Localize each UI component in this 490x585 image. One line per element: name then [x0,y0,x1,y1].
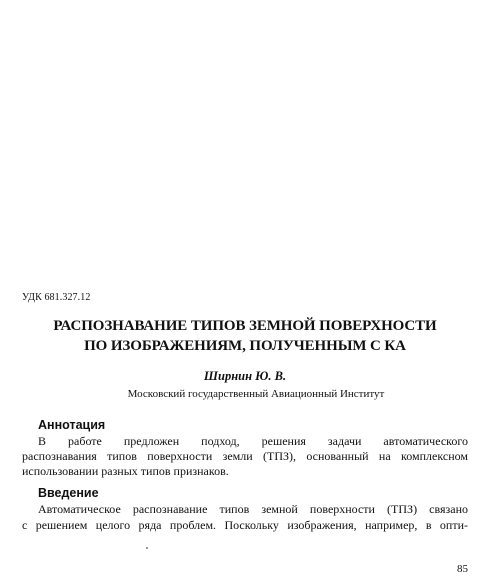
introduction-heading: Введение [38,486,99,500]
abstract-line-3: использовании разных типов признаков. [22,464,229,478]
udk-code: УДК 681.327.12 [22,292,91,303]
abstract-heading: Аннотация [38,418,106,432]
introduction-line-2: с решением целого ряда проблем. Поскольку изображения, например, в опти- [22,518,468,532]
paper-title-line-1: РАСПОЗНАВАНИЕ ТИПОВ ЗЕМНОЙ ПОВЕРХНОСТИ [53,318,437,334]
author-name: Ширнин Ю. В. [203,369,287,383]
abstract-line-1: В работе предложен подход, решения задачи автоматического [38,434,468,448]
scan-speck [146,547,148,549]
author-affiliation: Московский государственный Авиационный Институт [127,388,385,400]
paper-title-line-2: ПО ИЗОБРАЖЕНИЯМ, ПОЛУЧЕННЫМ С КА [84,338,406,354]
introduction-line-1: Автоматическое распознавание типов земной поверхности (ТПЗ) связано [38,502,468,516]
abstract-line-2: распознавания типов поверхности земли (ТПЗ), основанный на комплексном [22,449,468,463]
page-number: 85 [457,563,468,575]
